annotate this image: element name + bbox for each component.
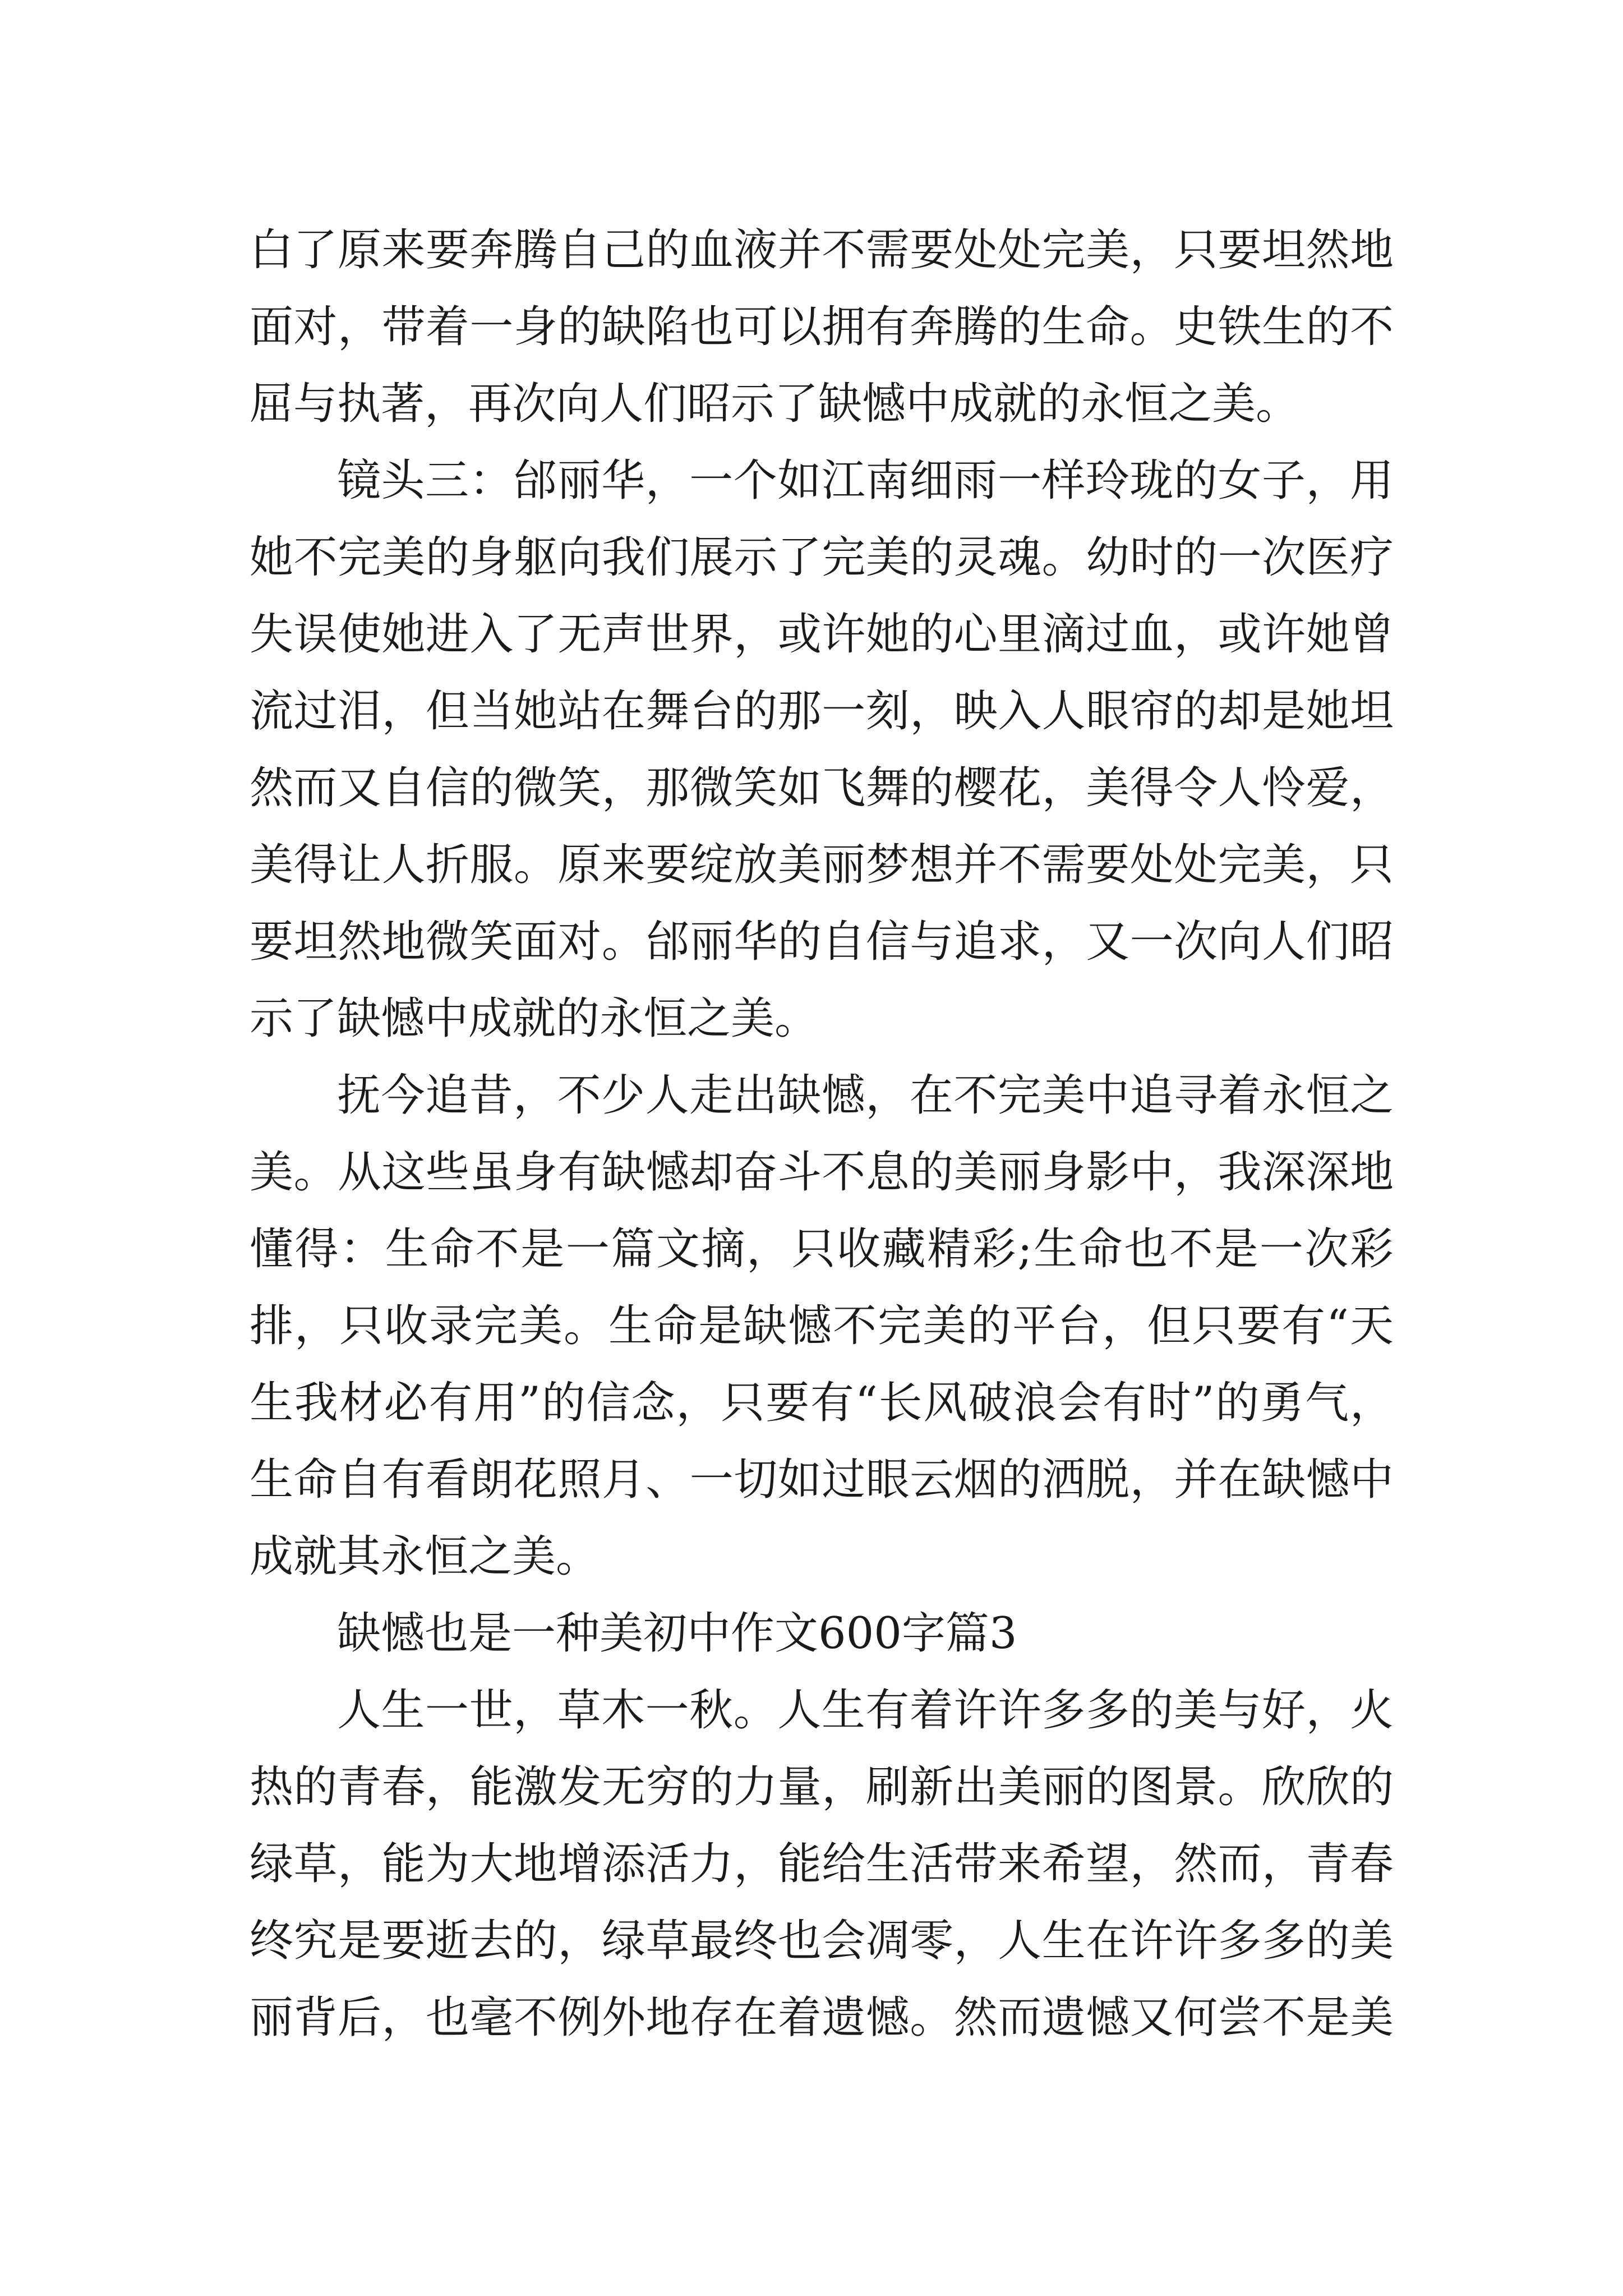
text-line: 人生一世，草木一秋。人生有着许许多多的美与好，火 bbox=[337, 1685, 1394, 1736]
text-line: 面对，带着一身的缺陷也可以拥有奔腾的生命。史铁生的不 bbox=[250, 302, 1394, 352]
text-line: 白了原来要奔腾自己的血液并不需要处处完美，只要坦然地 bbox=[250, 225, 1394, 275]
text-line: 绿草，能为大地增添活力，能给生活带来希望，然而，青春 bbox=[250, 1839, 1394, 1889]
text-line: 要坦然地微笑面对。邰丽华的自信与追求，又一次向人们昭 bbox=[250, 917, 1394, 967]
text-line: 排，只收录完美。生命是缺憾不完美的平台，但只要有“天 bbox=[250, 1301, 1394, 1351]
text-line: 生命自有看朗花照月、一切如过眼云烟的洒脱，并在缺憾中 bbox=[250, 1455, 1394, 1505]
text-line: 抚今追昔，不少人走出缺憾，在不完美中追寻着永恒之 bbox=[337, 1070, 1394, 1121]
essay-body bbox=[250, 212, 1394, 2056]
text-line: 美。从这些虽身有缺憾却奋斗不息的美丽身影中，我深深地 bbox=[250, 1147, 1394, 1198]
text-line: 镜头三：邰丽华，一个如江南细雨一样玲珑的女子，用 bbox=[337, 455, 1394, 506]
text-line: 终究是要逝去的，绿草最终也会凋零，人生在许许多多的美 bbox=[250, 1916, 1394, 1966]
section-heading: 缺憾也是一种美初中作文600字篇3 bbox=[337, 1608, 1017, 1659]
text-line: 失误使她进入了无声世界，或许她的心里滴过血，或许她曾 bbox=[250, 609, 1394, 660]
text-line: 流过泪，但当她站在舞台的那一刻，映入人眼帘的却是她坦 bbox=[250, 686, 1394, 737]
text-line: 她不完美的身躯向我们展示了完美的灵魂。幼时的一次医疗 bbox=[250, 532, 1394, 583]
text-line: 然而又自信的微笑，那微笑如飞舞的樱花，美得令人怜爱， bbox=[250, 763, 1394, 813]
text-line: 屈与执著，再次向人们昭示了缺憾中成就的永恒之美。 bbox=[250, 379, 1300, 429]
text-line: 懂得：生命不是一篇文摘，只收藏精彩;生命也不是一次彩 bbox=[250, 1224, 1394, 1274]
text-line: 成就其永恒之美。 bbox=[250, 1531, 600, 1582]
text-line: 示了缺憾中成就的永恒之美。 bbox=[250, 993, 819, 1044]
text-line: 美得让人折服。原来要绽放美丽梦想并不需要处处完美，只 bbox=[250, 840, 1394, 890]
text-line: 丽背后，也毫不例外地存在着遗憾。然而遗憾又何尝不是美 bbox=[250, 1993, 1394, 2043]
text-line: 热的青春，能激发无穷的力量，刷新出美丽的图景。欣欣的 bbox=[250, 1762, 1394, 1812]
text-line: 生我材必有用”的信念，只要有“长风破浪会有时”的勇气， bbox=[250, 1378, 1394, 1428]
